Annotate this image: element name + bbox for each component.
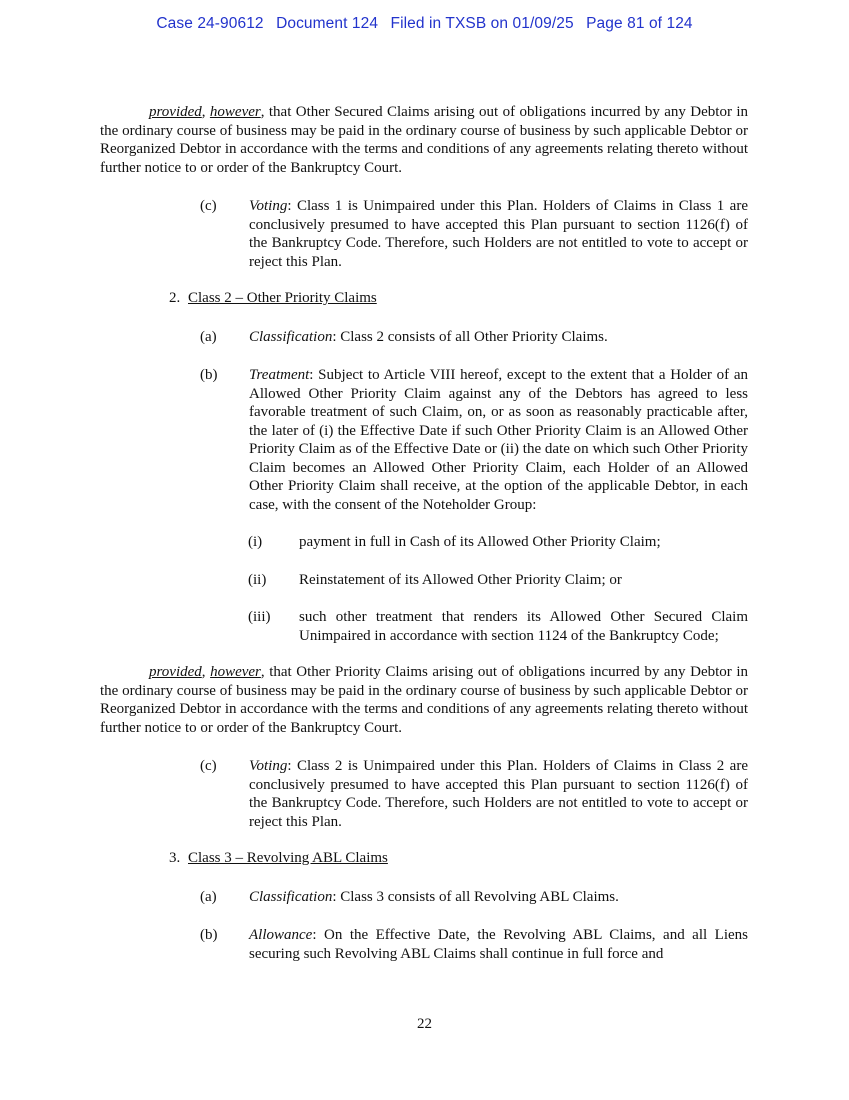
class-3-heading: 3. Class 3 – Revolving ABL Claims	[169, 850, 388, 866]
class-3-classification: (a) Classification: Class 3 consists of all Revolving ABL Claims.	[200, 888, 619, 905]
case-number: Case 24-90612	[156, 15, 264, 32]
defined-term: Voting	[249, 758, 288, 774]
defined-term: Allowance	[249, 927, 313, 943]
document-number: Document 124	[276, 15, 379, 32]
page-of-total: Page 81 of 124	[586, 15, 693, 32]
however-term: however	[210, 664, 261, 680]
document-body	[100, 103, 748, 963]
item-label: (i)	[248, 534, 263, 550]
item-label: (a)	[200, 328, 217, 345]
class-2-classification: (a) Classification: Class 2 consists of all Other Priority Claims.	[200, 328, 608, 345]
item-label: (b)	[200, 927, 218, 943]
defined-term: Voting	[249, 198, 288, 214]
item-label: (a)	[200, 888, 217, 905]
treatment-option: (i) payment in full in Cash of its Allowed Other Priority Claim;	[248, 534, 661, 550]
defined-term: Classification	[249, 328, 333, 345]
defined-term: Classification	[249, 888, 333, 905]
class-3-title: Class 3 – Revolving ABL Claims	[188, 850, 388, 866]
defined-term: Treatment	[249, 367, 310, 383]
provided-term: provided	[149, 664, 202, 680]
class-3-allowance: (b) Allowance: On the Effective Date, the Revolving ABL Claims, and all Liens securing such Revolving ABL Claims shall continue in full force and	[200, 927, 748, 962]
filing-info: Filed in TXSB on 01/09/25	[390, 15, 574, 32]
item-label: (iii)	[248, 609, 271, 625]
treatment-option: (iii) such other treatment that renders its Allowed Other Secured Claim Unimpaired in accordance with section 1124 of the Bankruptcy Code;	[248, 609, 748, 644]
item-label: (c)	[200, 198, 217, 214]
page-number: 22	[417, 1016, 432, 1032]
provided-term: provided	[149, 104, 202, 120]
class-2-title: Class 2 – Other Priority Claims	[188, 290, 377, 306]
item-label: (b)	[200, 367, 218, 383]
class-2-voting: (c) Voting: Class 2 is Unimpaired under this Plan. Holders of Claims in Class 2 are conclusively presumed to have accepted this Plan pursuant to section 1126(f) of the Bankruptcy Code. Therefore, such Holders are not entitled to vote to accept or reject this Plan.	[200, 758, 748, 830]
proviso-paragraph-class-2: provided, however, that Other Priority Claims arising out of obligations incurred by any Debtor in the ordinary course of business may be paid in the ordinary course of business by such applicable Debtor or Reorganized Debtor in accordance with the terms and conditions of any agreements relating thereto without further notice to or order of the Bankruptcy Court.	[100, 664, 748, 736]
class-1-voting: (c) Voting: Class 1 is Unimpaired under this Plan. Holders of Claims in Class 1 are conclusively presumed to have accepted this Plan pursuant to section 1126(f) of the Bankruptcy Code. Therefore, such Holders are not entitled to vote to accept or reject this Plan.	[200, 198, 748, 270]
proviso-paragraph-class-1: provided, however, that Other Secured Claims arising out of obligations incurred by any Debtor in the ordinary course of business may be paid in the ordinary course of business by such applicable Debtor or Reorganized Debtor in accordance with the terms and conditions of any agreements relating thereto without further notice to or order of the Bankruptcy Court.	[100, 104, 749, 176]
treatment-option: (ii) Reinstatement of its Allowed Other Priority Claim; or	[248, 571, 622, 588]
court-filing-header	[0, 15, 849, 33]
however-term: however	[209, 104, 261, 120]
class-2-heading: 2. Class 2 – Other Priority Claims	[169, 290, 377, 306]
item-label: (c)	[200, 758, 217, 774]
class-2-treatment: (b) Treatment: Subject to Article VIII hereof, except to the extent that a Holder of an Allowed Other Priority Claim against any of the Debtors has agreed to less favorable treatment of such Claim, on, or as soon as reasonably practicable after, the later of (i) the Effective Date if such Other Priority Claim is an Allowed Other Priority Claim as of the Effective Date or (ii) the date on which such Other Priority Claim becomes an Allowed Other Priority Claim, each Holder of an Allowed Other Priority Claim shall receive, at the option of the applicable Debtor, in each case, with the consent of the Noteholder Group:	[200, 367, 748, 513]
item-label: (ii)	[248, 571, 267, 588]
